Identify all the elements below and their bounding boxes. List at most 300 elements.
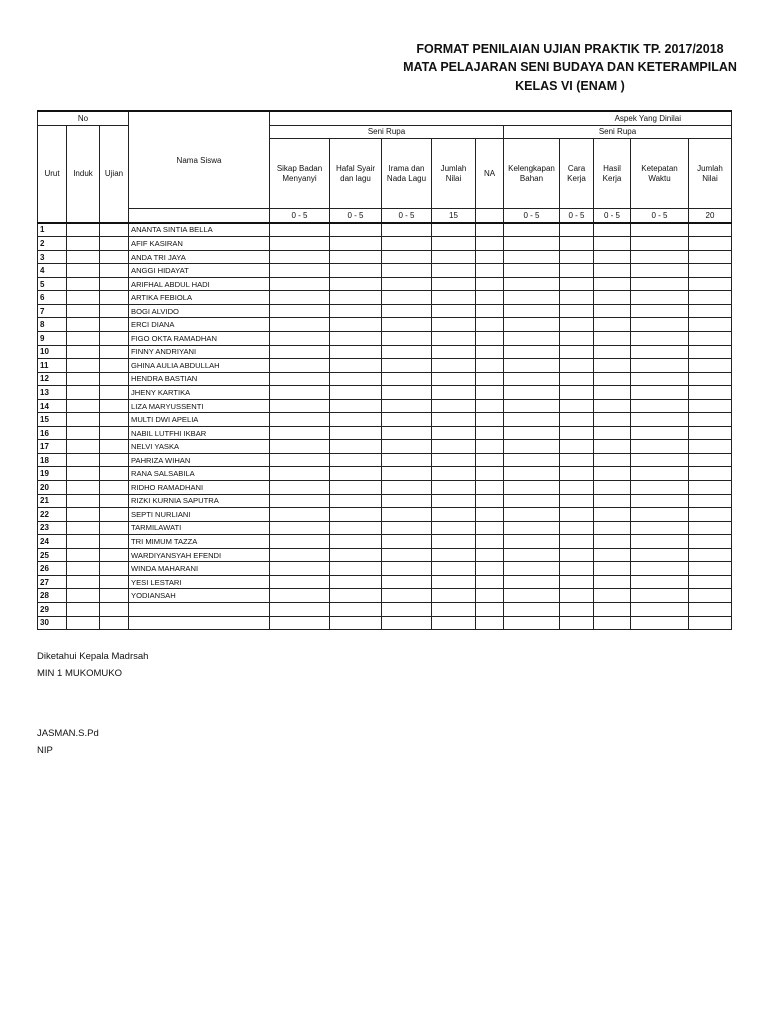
- score-cell: [382, 413, 432, 427]
- ujian-cell: [100, 575, 129, 589]
- score-cell: [476, 413, 504, 427]
- score-cell: [382, 602, 432, 616]
- ujian-cell: [100, 494, 129, 508]
- student-name: [129, 602, 270, 616]
- assessment-table: [37, 110, 732, 630]
- score-cell: [382, 223, 432, 237]
- induk-cell: [67, 508, 100, 522]
- score-cell: [330, 359, 382, 373]
- score-cell: [270, 386, 330, 400]
- ujian-cell: [100, 413, 129, 427]
- score-cell: [330, 508, 382, 522]
- score-cell: [594, 521, 631, 535]
- table-row: [38, 318, 732, 332]
- score-cell: [382, 494, 432, 508]
- score-cell: [504, 372, 560, 386]
- row-number: 27: [38, 575, 67, 589]
- induk-cell: [67, 304, 100, 318]
- score-cell: [560, 575, 594, 589]
- column-range: 20: [689, 209, 732, 223]
- table-row: [38, 399, 732, 413]
- score-cell: [476, 589, 504, 603]
- ujian-cell: [100, 535, 129, 549]
- student-name: ANANTA SINTIA BELLA: [129, 223, 270, 237]
- score-cell: [476, 426, 504, 440]
- score-cell: [432, 494, 476, 508]
- table-row: [38, 413, 732, 427]
- score-cell: [689, 548, 732, 562]
- score-cell: [382, 332, 432, 346]
- score-cell: [631, 521, 689, 535]
- table-row: [38, 467, 732, 481]
- score-cell: [504, 250, 560, 264]
- ujian-cell: [100, 467, 129, 481]
- score-cell: [382, 575, 432, 589]
- row-number: 18: [38, 453, 67, 467]
- score-cell: [504, 304, 560, 318]
- induk-cell: [67, 413, 100, 427]
- score-cell: [270, 494, 330, 508]
- row-number: 16: [38, 426, 67, 440]
- score-cell: [631, 264, 689, 278]
- score-cell: [330, 453, 382, 467]
- score-cell: [689, 481, 732, 495]
- table-row: [38, 589, 732, 603]
- score-cell: [330, 602, 382, 616]
- score-cell: [504, 508, 560, 522]
- induk-cell: [67, 575, 100, 589]
- ujian-cell: [100, 372, 129, 386]
- score-cell: [432, 521, 476, 535]
- score-cell: [476, 508, 504, 522]
- score-cell: [330, 589, 382, 603]
- score-cell: [689, 318, 732, 332]
- student-name: LIZA MARYUSSENTI: [129, 399, 270, 413]
- ujian-cell: [100, 399, 129, 413]
- row-number: 1: [38, 223, 67, 237]
- student-name: FINNY ANDRIYANI: [129, 345, 270, 359]
- aspek-header: Aspek Yang Dinilai: [270, 111, 732, 125]
- score-cell: [432, 481, 476, 495]
- score-cell: [270, 413, 330, 427]
- student-name: RIZKI KURNIA SAPUTRA: [129, 494, 270, 508]
- score-cell: [594, 413, 631, 427]
- table-row: [38, 548, 732, 562]
- score-cell: [560, 291, 594, 305]
- column-range: 0 - 5: [382, 209, 432, 223]
- score-cell: [476, 399, 504, 413]
- student-name: HENDRA BASTIAN: [129, 372, 270, 386]
- score-cell: [432, 575, 476, 589]
- induk-cell: [67, 277, 100, 291]
- score-cell: [270, 426, 330, 440]
- column-header: NA: [476, 139, 504, 209]
- score-cell: [560, 494, 594, 508]
- score-cell: [689, 250, 732, 264]
- urut-header: Urut: [38, 125, 67, 223]
- score-cell: [689, 616, 732, 630]
- induk-cell: [67, 426, 100, 440]
- score-cell: [476, 453, 504, 467]
- score-cell: [560, 413, 594, 427]
- score-cell: [594, 291, 631, 305]
- score-cell: [330, 372, 382, 386]
- induk-header: Induk: [67, 125, 100, 223]
- subject-title: MATA PELAJARAN SENI BUDAYA DAN KETERAMPILAN: [403, 60, 737, 74]
- score-cell: [689, 521, 732, 535]
- score-cell: [594, 399, 631, 413]
- score-cell: [504, 467, 560, 481]
- score-cell: [560, 237, 594, 251]
- score-cell: [594, 602, 631, 616]
- score-cell: [631, 589, 689, 603]
- table-row: [38, 250, 732, 264]
- induk-cell: [67, 453, 100, 467]
- table-row: [38, 304, 732, 318]
- score-cell: [631, 345, 689, 359]
- score-cell: [432, 386, 476, 400]
- score-cell: [432, 372, 476, 386]
- induk-cell: [67, 318, 100, 332]
- score-cell: [594, 508, 631, 522]
- score-cell: [560, 602, 594, 616]
- table-row: [38, 440, 732, 454]
- student-name: YODIANSAH: [129, 589, 270, 603]
- score-cell: [631, 332, 689, 346]
- score-cell: [594, 318, 631, 332]
- score-cell: [689, 589, 732, 603]
- column-range: 0 - 5: [594, 209, 631, 223]
- induk-cell: [67, 440, 100, 454]
- score-cell: [689, 535, 732, 549]
- student-name: JHENY KARTIKA: [129, 386, 270, 400]
- score-cell: [689, 562, 732, 576]
- column-header: Kelengkapan Bahan: [504, 139, 560, 209]
- student-name: AFIF KASIRAN: [129, 237, 270, 251]
- score-cell: [476, 616, 504, 630]
- seni-rupa-group-2: Seni Rupa: [504, 125, 732, 139]
- score-cell: [432, 345, 476, 359]
- column-range: 0 - 5: [270, 209, 330, 223]
- score-cell: [476, 548, 504, 562]
- score-cell: [432, 250, 476, 264]
- score-cell: [330, 413, 382, 427]
- score-cell: [560, 264, 594, 278]
- score-cell: [560, 426, 594, 440]
- score-cell: [689, 494, 732, 508]
- row-number: 17: [38, 440, 67, 454]
- score-cell: [594, 359, 631, 373]
- induk-cell: [67, 548, 100, 562]
- score-cell: [594, 304, 631, 318]
- student-name: SEPTI NURLIANI: [129, 508, 270, 522]
- score-cell: [476, 575, 504, 589]
- score-cell: [476, 345, 504, 359]
- table-row: [38, 453, 732, 467]
- score-cell: [594, 494, 631, 508]
- score-cell: [560, 453, 594, 467]
- student-name: MULTI DWI APELIA: [129, 413, 270, 427]
- row-number: 28: [38, 589, 67, 603]
- student-name: ANGGI HIDAYAT: [129, 264, 270, 278]
- score-cell: [476, 440, 504, 454]
- column-header: Ketepatan Waktu: [631, 139, 689, 209]
- student-name: ARTIKA FEBIOLA: [129, 291, 270, 305]
- score-cell: [270, 481, 330, 495]
- score-cell: [432, 440, 476, 454]
- score-cell: [594, 467, 631, 481]
- score-cell: [594, 372, 631, 386]
- score-cell: [270, 589, 330, 603]
- score-cell: [504, 277, 560, 291]
- score-cell: [382, 453, 432, 467]
- ujian-cell: [100, 264, 129, 278]
- score-cell: [476, 386, 504, 400]
- score-cell: [504, 562, 560, 576]
- ujian-cell: [100, 318, 129, 332]
- score-cell: [631, 426, 689, 440]
- column-range: 0 - 5: [560, 209, 594, 223]
- score-cell: [330, 223, 382, 237]
- table-row: [38, 345, 732, 359]
- score-cell: [476, 304, 504, 318]
- score-cell: [631, 575, 689, 589]
- row-number: 24: [38, 535, 67, 549]
- ujian-cell: [100, 481, 129, 495]
- score-cell: [631, 318, 689, 332]
- score-cell: [476, 291, 504, 305]
- student-name: TRI MIMUM TAZZA: [129, 535, 270, 549]
- score-cell: [270, 359, 330, 373]
- table-row: [38, 264, 732, 278]
- nama-siswa-header: Nama Siswa: [129, 111, 270, 209]
- score-cell: [270, 304, 330, 318]
- score-cell: [594, 386, 631, 400]
- score-cell: [432, 264, 476, 278]
- score-cell: [270, 535, 330, 549]
- ujian-cell: [100, 359, 129, 373]
- score-cell: [689, 602, 732, 616]
- score-cell: [330, 481, 382, 495]
- score-cell: [432, 602, 476, 616]
- score-cell: [594, 237, 631, 251]
- score-cell: [382, 399, 432, 413]
- ujian-cell: [100, 332, 129, 346]
- score-cell: [689, 413, 732, 427]
- score-cell: [330, 318, 382, 332]
- score-cell: [382, 372, 432, 386]
- score-cell: [689, 386, 732, 400]
- score-cell: [594, 250, 631, 264]
- score-cell: [382, 237, 432, 251]
- score-cell: [382, 589, 432, 603]
- score-cell: [476, 602, 504, 616]
- score-cell: [270, 467, 330, 481]
- induk-cell: [67, 359, 100, 373]
- score-cell: [270, 223, 330, 237]
- column-header: Sikap Badan Menyanyi: [270, 139, 330, 209]
- score-cell: [594, 453, 631, 467]
- row-number: 2: [38, 237, 67, 251]
- score-cell: [689, 467, 732, 481]
- score-cell: [560, 562, 594, 576]
- score-cell: [631, 237, 689, 251]
- score-cell: [594, 481, 631, 495]
- table-row: [38, 223, 732, 237]
- row-number: 30: [38, 616, 67, 630]
- score-cell: [689, 223, 732, 237]
- ujian-cell: [100, 426, 129, 440]
- score-cell: [432, 616, 476, 630]
- score-cell: [382, 548, 432, 562]
- score-cell: [330, 467, 382, 481]
- score-cell: [594, 589, 631, 603]
- induk-cell: [67, 345, 100, 359]
- score-cell: [330, 426, 382, 440]
- score-cell: [631, 548, 689, 562]
- score-cell: [476, 237, 504, 251]
- student-name: NABIL LUTFHI IKBAR: [129, 426, 270, 440]
- score-cell: [432, 548, 476, 562]
- score-cell: [476, 481, 504, 495]
- score-cell: [689, 453, 732, 467]
- row-number: 23: [38, 521, 67, 535]
- score-cell: [631, 223, 689, 237]
- score-cell: [631, 602, 689, 616]
- induk-cell: [67, 535, 100, 549]
- column-range: 0 - 5: [330, 209, 382, 223]
- score-cell: [432, 359, 476, 373]
- induk-cell: [67, 602, 100, 616]
- score-cell: [504, 426, 560, 440]
- column-range: 0 - 5: [504, 209, 560, 223]
- score-cell: [560, 318, 594, 332]
- score-cell: [382, 535, 432, 549]
- score-cell: [270, 602, 330, 616]
- score-cell: [560, 548, 594, 562]
- score-cell: [432, 304, 476, 318]
- row-number: 15: [38, 413, 67, 427]
- score-cell: [382, 426, 432, 440]
- table-row: [38, 386, 732, 400]
- score-cell: [270, 372, 330, 386]
- score-cell: [631, 372, 689, 386]
- score-cell: [689, 372, 732, 386]
- score-cell: [476, 332, 504, 346]
- ujian-header: Ujian: [100, 125, 129, 223]
- induk-cell: [67, 589, 100, 603]
- row-number: 22: [38, 508, 67, 522]
- score-cell: [504, 453, 560, 467]
- table-row: [38, 291, 732, 305]
- score-cell: [504, 345, 560, 359]
- score-cell: [270, 250, 330, 264]
- score-cell: [631, 453, 689, 467]
- score-cell: [476, 535, 504, 549]
- score-cell: [476, 359, 504, 373]
- score-cell: [270, 237, 330, 251]
- score-cell: [330, 250, 382, 264]
- table-row: [38, 535, 732, 549]
- induk-cell: [67, 494, 100, 508]
- score-cell: [382, 291, 432, 305]
- score-cell: [330, 494, 382, 508]
- ujian-cell: [100, 562, 129, 576]
- induk-cell: [67, 291, 100, 305]
- ujian-cell: [100, 345, 129, 359]
- score-cell: [476, 250, 504, 264]
- score-cell: [560, 345, 594, 359]
- ujian-cell: [100, 223, 129, 237]
- column-range: 0 - 5: [631, 209, 689, 223]
- score-cell: [432, 426, 476, 440]
- score-cell: [504, 359, 560, 373]
- row-number: 10: [38, 345, 67, 359]
- score-cell: [432, 318, 476, 332]
- score-cell: [382, 250, 432, 264]
- row-number: 7: [38, 304, 67, 318]
- score-cell: [631, 291, 689, 305]
- row-number: 12: [38, 372, 67, 386]
- score-cell: [476, 467, 504, 481]
- score-cell: [476, 264, 504, 278]
- score-cell: [560, 467, 594, 481]
- ujian-cell: [100, 277, 129, 291]
- score-cell: [382, 521, 432, 535]
- score-cell: [689, 332, 732, 346]
- student-name: BOGI ALVIDO: [129, 304, 270, 318]
- score-cell: [382, 440, 432, 454]
- induk-cell: [67, 223, 100, 237]
- student-name: [129, 616, 270, 630]
- score-cell: [594, 332, 631, 346]
- row-number: 6: [38, 291, 67, 305]
- induk-cell: [67, 250, 100, 264]
- score-cell: [594, 426, 631, 440]
- score-cell: [631, 494, 689, 508]
- score-cell: [330, 399, 382, 413]
- ujian-cell: [100, 616, 129, 630]
- row-number: 3: [38, 250, 67, 264]
- score-cell: [689, 508, 732, 522]
- ujian-cell: [100, 237, 129, 251]
- score-cell: [504, 589, 560, 603]
- class-title: KELAS VI (ENAM ): [515, 79, 625, 93]
- score-cell: [504, 481, 560, 495]
- score-cell: [270, 508, 330, 522]
- score-cell: [560, 304, 594, 318]
- table-row: [38, 426, 732, 440]
- score-cell: [270, 521, 330, 535]
- score-cell: [270, 399, 330, 413]
- score-cell: [560, 440, 594, 454]
- row-number: 11: [38, 359, 67, 373]
- column-header: Jumlah Nilai: [689, 139, 732, 209]
- score-cell: [476, 562, 504, 576]
- score-cell: [432, 237, 476, 251]
- document-title: FORMAT PENILAIAN UJIAN PRAKTIK TP. 2017/2018: [416, 42, 724, 56]
- score-cell: [432, 535, 476, 549]
- seni-rupa-group-1: Seni Rupa: [270, 125, 504, 139]
- column-header: Cara Kerja: [560, 139, 594, 209]
- table-row: [38, 277, 732, 291]
- score-cell: [631, 304, 689, 318]
- ujian-cell: [100, 304, 129, 318]
- score-cell: [476, 223, 504, 237]
- row-number: 13: [38, 386, 67, 400]
- score-cell: [382, 386, 432, 400]
- score-cell: [476, 494, 504, 508]
